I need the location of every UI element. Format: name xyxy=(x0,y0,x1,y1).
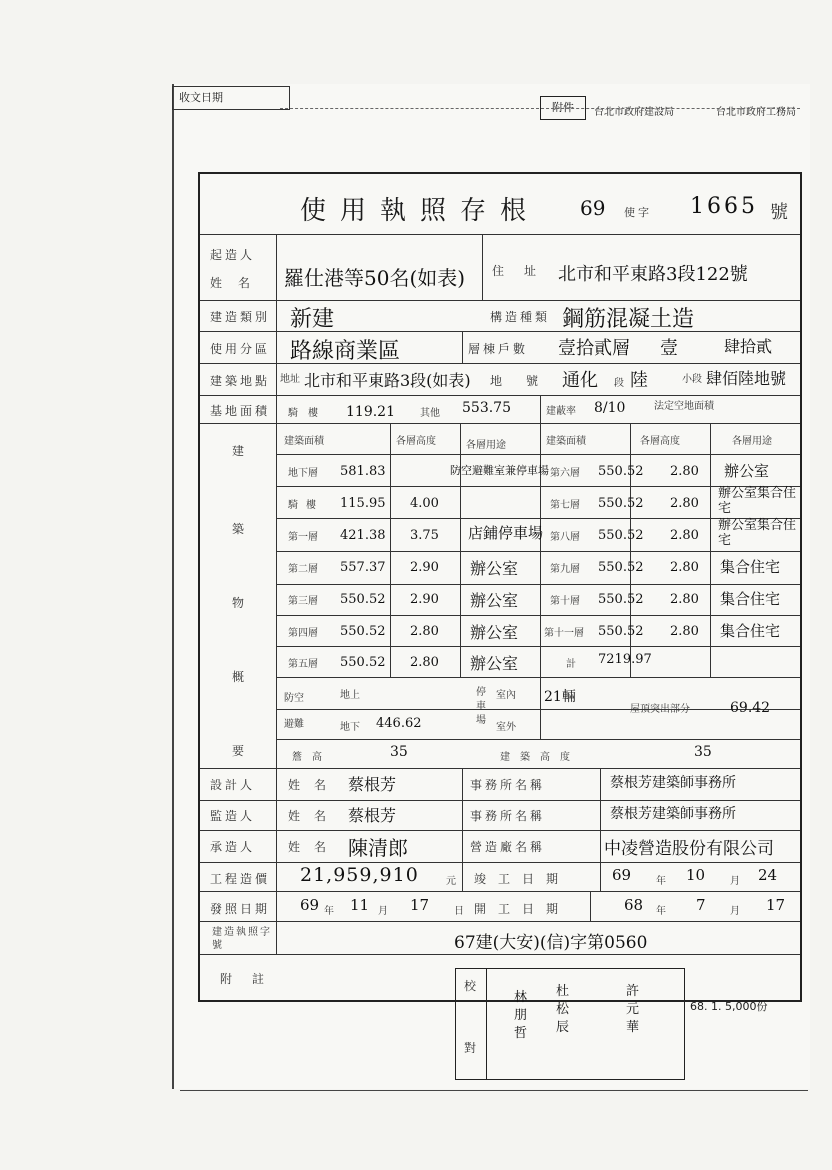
floors-label: 層棟戶數 xyxy=(468,342,529,356)
height-label: 建築高度 xyxy=(500,752,580,763)
floor-use: 辦公室 xyxy=(470,591,519,610)
zoning-value: 路線商業區 xyxy=(290,339,401,364)
designer-name: 蔡根芳 xyxy=(348,775,397,794)
review-sign-label: 對 xyxy=(464,1041,480,1055)
shelter-below: 地下 xyxy=(340,722,360,733)
floor-height: 2.90 xyxy=(410,560,439,575)
floor-use: 集合住宅 xyxy=(720,558,781,576)
eaves-value: 35 xyxy=(390,744,408,760)
issue-label: 發照日期 xyxy=(210,902,271,916)
floor-label: 第三層 xyxy=(288,596,318,607)
floor-area: 550.52 xyxy=(340,592,386,607)
receipt-box xyxy=(172,86,290,110)
floor-height: 2.80 xyxy=(410,624,439,639)
owner-label-top: 起造人 xyxy=(210,248,256,262)
col-use-left: 各層用途 xyxy=(466,440,506,451)
floor-area: 550.52 xyxy=(598,592,644,607)
designer-firm: 蔡根芳建築師事務所 xyxy=(610,775,736,791)
title-number: 1665 xyxy=(690,194,758,219)
floor-use: 辦公室 xyxy=(470,559,519,578)
start-label: 開工日期 xyxy=(474,902,571,916)
issue-year: 69 xyxy=(300,896,320,914)
side-label-5: 要 xyxy=(232,744,248,758)
floor-label: 騎樓 xyxy=(288,500,324,511)
floor-area: 550.52 xyxy=(340,624,386,639)
contractor-firm: 中凌營造股份有限公司 xyxy=(604,839,774,859)
shelter-label: 防空避難 xyxy=(284,693,304,730)
floor-use: 集合住宅 xyxy=(720,622,781,640)
floor-area: 7219.97 xyxy=(598,652,652,667)
floor-area: 550.52 xyxy=(340,655,386,670)
zoning-label: 使用分區 xyxy=(210,342,271,356)
owner-address-label: 住址 xyxy=(492,264,557,278)
floor-height: 2.80 xyxy=(670,464,699,479)
lot-sub: 段 xyxy=(614,378,624,389)
floor-area: 115.95 xyxy=(340,496,386,511)
supervisor-name: 蔡根芳 xyxy=(348,806,397,825)
floor-label: 第十層 xyxy=(550,596,580,607)
lot-numbers: 肆佰陸地號 xyxy=(706,369,787,388)
completion-month: 10 xyxy=(686,866,706,884)
floor-use: 辦公室 xyxy=(470,623,519,642)
floor-label: 第九層 xyxy=(550,564,580,575)
parking-out: 室外 xyxy=(496,722,516,733)
supervisor-firm: 蔡根芳建築師事務所 xyxy=(610,806,736,822)
coverage-label: 建蔽率 xyxy=(546,406,576,417)
eaves-label: 簷高 xyxy=(292,752,332,763)
coverage-value: 8/10 xyxy=(594,400,626,416)
issue-month: 11 xyxy=(350,896,370,914)
lot-label: 地號 xyxy=(490,374,563,388)
floor-area: 550.52 xyxy=(598,464,644,479)
floor-use: 辦公室 xyxy=(724,462,770,480)
floor-use: 辦公室集合住宅 xyxy=(718,486,797,516)
area-label: 基地面積 xyxy=(210,404,271,418)
floor-area: 581.83 xyxy=(340,464,386,479)
start-month: 7 xyxy=(696,896,706,914)
owner-address: 北市和平東路3段122號 xyxy=(558,264,748,285)
side-label-1: 建 xyxy=(232,444,248,458)
building-type-label: 建造類別 xyxy=(210,310,271,324)
building-type-value: 新建 xyxy=(290,307,335,332)
col-height-right: 各層高度 xyxy=(640,436,680,447)
shelter-above: 地上 xyxy=(340,690,360,701)
floor-area: 550.52 xyxy=(598,560,644,575)
floor-label: 第六層 xyxy=(550,468,580,479)
owner-label-bottom: 姓名 xyxy=(210,276,267,290)
floors-value: 壹拾貳層 xyxy=(558,338,630,359)
floor-area: 557.37 xyxy=(340,560,386,575)
title-year: 69 xyxy=(580,196,606,220)
structure-label: 構造種類 xyxy=(490,310,551,324)
title-number-label: 號 xyxy=(770,202,791,223)
floor-use: 辦公室集合住宅 xyxy=(718,518,797,548)
site-label: 建築地點 xyxy=(210,374,271,388)
units-value: 肆拾貳 xyxy=(724,337,773,356)
supervisor-name-label: 姓名 xyxy=(288,809,341,823)
col-area-right: 建築面積 xyxy=(546,436,586,447)
bottom-rule xyxy=(180,1090,808,1091)
roof-value: 69.42 xyxy=(730,700,771,716)
floor-use: 店鋪停車場 xyxy=(468,524,544,542)
other-value: 553.75 xyxy=(462,400,511,416)
designer-role: 設計人 xyxy=(210,778,256,792)
completion-day: 24 xyxy=(758,866,778,884)
floor-area: 550.52 xyxy=(598,496,644,511)
parking-value: 21輛 xyxy=(544,689,576,705)
floor-area: 550.52 xyxy=(598,624,644,639)
floor-height: 2.80 xyxy=(670,528,699,543)
height-value: 35 xyxy=(694,744,712,760)
completion-month-unit: 月 xyxy=(730,876,740,887)
issue-month-unit: 月 xyxy=(378,906,388,917)
floor-use: 集合住宅 xyxy=(720,590,781,608)
floor-label: 計 xyxy=(566,659,576,670)
start-day: 17 xyxy=(766,896,786,914)
floor-height: 2.80 xyxy=(670,592,699,607)
floor-height: 2.90 xyxy=(410,592,439,607)
col-use-right: 各層用途 xyxy=(732,436,772,447)
attachment-stamp: 附件 xyxy=(540,96,586,120)
start-month-unit: 月 xyxy=(730,906,740,917)
review-name: 許元華 xyxy=(626,984,640,1035)
designer-name-label: 姓名 xyxy=(288,778,341,792)
small-section-label: 小段 xyxy=(682,374,702,385)
floor-label: 第二層 xyxy=(288,564,318,575)
floor-area: 550.52 xyxy=(598,528,644,543)
arcade-value: 119.21 xyxy=(346,404,395,420)
col-area-left: 建築面積 xyxy=(284,436,324,447)
parking-label: 停車場 xyxy=(476,687,486,726)
review-name: 杜松辰 xyxy=(556,984,570,1035)
contractor-role: 承造人 xyxy=(210,840,256,854)
permit-form xyxy=(198,172,802,1002)
floor-label: 第一層 xyxy=(288,532,318,543)
side-label-2: 築 xyxy=(232,522,248,536)
start-year-unit: 年 xyxy=(656,906,666,917)
cost-value: 21,959,910 xyxy=(300,864,419,886)
designer-firm-label: 事務所名稱 xyxy=(470,778,546,792)
remarks-label: 附註 xyxy=(220,972,285,986)
buildings-value: 壹 xyxy=(660,338,678,359)
site-address-label: 地址 xyxy=(280,374,300,385)
parking-in: 室內 xyxy=(496,690,516,701)
floor-height: 2.80 xyxy=(410,655,439,670)
other-label: 其他 xyxy=(420,408,440,419)
shelter-below-value: 446.62 xyxy=(376,716,422,731)
review-block xyxy=(455,968,685,1080)
divider-line xyxy=(280,108,800,109)
arcade-label: 騎樓 xyxy=(288,408,328,419)
floor-use: 辦公室 xyxy=(470,654,519,673)
start-year: 68 xyxy=(624,896,644,914)
completion-year-unit: 年 xyxy=(656,876,666,887)
site-address: 北市和平東路3段(如表) xyxy=(304,371,471,390)
review-check-label: 校 xyxy=(464,979,480,993)
floor-height: 4.00 xyxy=(410,496,439,511)
side-label-4: 概 xyxy=(232,670,248,684)
receipt-label: 收文日期 xyxy=(179,91,223,104)
supervisor-role: 監造人 xyxy=(210,809,256,823)
contractor-name: 陳清郎 xyxy=(348,836,408,860)
roof-label: 屋頂突出部分 xyxy=(630,704,690,715)
floor-label: 第五層 xyxy=(288,659,318,670)
floor-label: 第八層 xyxy=(550,532,580,543)
floor-label: 第七層 xyxy=(550,500,580,511)
floor-height: 2.80 xyxy=(670,624,699,639)
issue-year-unit: 年 xyxy=(324,906,334,917)
completion-label: 竣工日期 xyxy=(474,872,571,886)
legal-open-label: 法定空地面積 xyxy=(654,401,714,412)
contractor-name-label: 姓名 xyxy=(288,840,341,854)
contractor-firm-label: 營造廠名稱 xyxy=(470,840,546,854)
owner-name: 羅仕港等50名(如表) xyxy=(284,266,466,290)
cost-unit: 元 xyxy=(446,876,456,887)
header-stamp-mid: 台北市政府建設局 xyxy=(594,107,674,118)
review-name: 林朋哲 xyxy=(514,990,528,1041)
floor-label: 地下層 xyxy=(288,468,318,479)
cost-label: 工程造價 xyxy=(210,872,271,886)
floor-use: 防空避難室兼停車場 xyxy=(450,464,549,477)
floor-label: 第十一層 xyxy=(544,628,584,639)
side-label-3: 物 xyxy=(232,596,248,610)
lot-no: 陸 xyxy=(630,370,648,391)
floor-height: 3.75 xyxy=(410,528,439,543)
completion-year: 69 xyxy=(612,866,632,884)
print-footnote: 68. 1. 5,000份 xyxy=(690,1000,768,1013)
permit-value: 67建(大安)(信)字第0560 xyxy=(454,933,648,953)
issue-day-unit: 日 xyxy=(454,906,464,917)
form-title: 使用執照存根 xyxy=(300,196,541,226)
floor-height: 2.80 xyxy=(670,560,699,575)
issue-day: 17 xyxy=(410,896,430,914)
floor-height: 2.80 xyxy=(670,496,699,511)
structure-value: 鋼筋混凝土造 xyxy=(562,307,695,332)
header-stamp-right: 台北市政府工務局 xyxy=(716,107,796,118)
title-suffix: 使字 xyxy=(624,206,652,219)
floor-label: 第四層 xyxy=(288,628,318,639)
supervisor-firm-label: 事務所名稱 xyxy=(470,809,546,823)
lot-section: 通化 xyxy=(562,370,598,391)
floor-area: 421.38 xyxy=(340,528,386,543)
col-height-left: 各層高度 xyxy=(396,436,436,447)
permit-label: 建造執照字號 xyxy=(212,927,272,951)
